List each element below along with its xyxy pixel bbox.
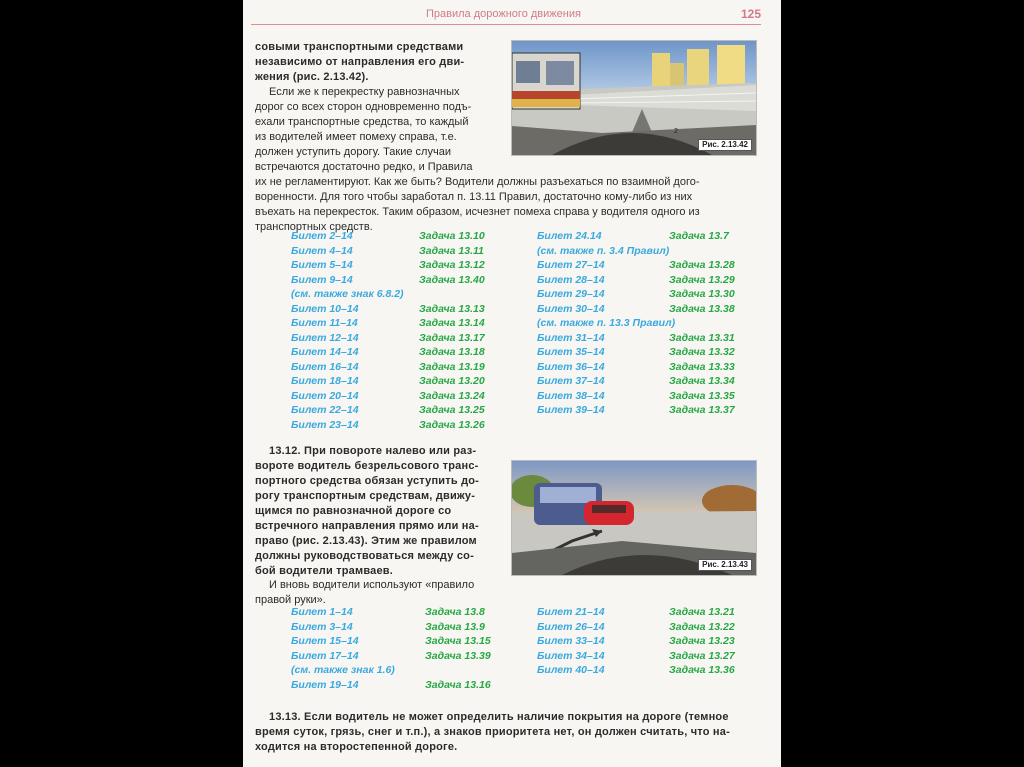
task-ref: Задача 13.40	[419, 273, 485, 286]
intro-narrow-text	[255, 85, 700, 190]
task-ref: Задача 13.16	[425, 678, 491, 691]
text-line: транспортных средств.	[255, 221, 373, 233]
text-line: совыми транспортными средствами	[255, 41, 464, 53]
ticket-ref: Билет 3–14	[291, 620, 353, 633]
text-line: щимся по равнозначной дороге со	[255, 505, 452, 517]
task-ref: Задача 13.14	[419, 317, 485, 329]
reference-note: (см. также п. 13.3 Правил)	[537, 317, 676, 329]
ticket-ref: Билет 20–14	[291, 389, 359, 402]
ticket-ref: Билет 22–14	[291, 404, 359, 416]
ticket-ref: Билет 39–14	[537, 404, 605, 416]
task-ref: Задача 13.10	[419, 230, 485, 242]
ticket-ref: Билет 18–14	[291, 375, 359, 387]
fig2-caption: Рис. 2.13.43	[698, 559, 752, 571]
text-line: ходится на второстепенной дороге.	[255, 741, 458, 753]
task-ref: Задача 13.29	[669, 273, 735, 286]
ticket-ref: Билет 14–14	[291, 346, 359, 358]
ticket-ref: Билет 28–14	[537, 273, 605, 286]
text-line: Если же к перекрестку равнозначных	[269, 86, 460, 98]
task-ref: Задача 13.32	[669, 346, 735, 358]
text-line: встречного направления прямо или на-	[255, 520, 479, 532]
page-header	[251, 6, 761, 25]
ticket-ref: Билет 36–14	[537, 360, 605, 373]
text-line: дорог со всех сторон одновременно подъ-	[255, 101, 472, 113]
text-line: воренности. Для того чтобы заработал п. 13.11 Правил, достаточно кому-либо из них	[255, 191, 693, 203]
task-ref: Задача 13.31	[669, 331, 735, 344]
task-ref: Задача 13.39	[425, 649, 491, 662]
text-line: жения (рис. 2.13.42).	[255, 71, 369, 83]
task-ref: Задача 13.30	[669, 288, 735, 300]
fig1-caption: Рис. 2.13.42	[698, 139, 752, 151]
ticket-ref: Билет 40–14	[537, 664, 605, 676]
task-ref: Задача 13.11	[419, 244, 484, 257]
rule-13-12-text	[255, 444, 511, 579]
text-line: портного средства обязан уступить до-	[255, 475, 480, 487]
text-line: 13.13. Если водитель не может определить наличие покрытия на дороге (темное	[269, 711, 729, 723]
header-title: Правила дорожного движения	[426, 8, 581, 20]
task-ref: Задача 13.22	[669, 620, 735, 633]
text-line: встречаются достаточно редко, и Правила	[255, 161, 473, 173]
text-line: их не регламентируют. Как же быть? Водители должны разъехаться по взаимной дого-	[255, 176, 700, 188]
ticket-ref: Билет 30–14	[537, 302, 605, 315]
text-line: рогу транспортным средствам, движу-	[255, 490, 476, 502]
task-ref: Задача 13.9	[425, 620, 485, 633]
ticket-ref: Билет 34–14	[537, 649, 605, 662]
intersection-tram-illustration	[512, 41, 756, 155]
task-ref: Задача 13.21	[669, 606, 735, 618]
text-line: вороте водитель безрельсового транс-	[255, 460, 479, 472]
task-ref: Задача 13.17	[419, 331, 485, 344]
text-line: время суток, грязь, снег и т.п.), а знаков приоритета нет, он должен считать, что на-	[255, 726, 730, 738]
ticket-ref: Билет 16–14	[291, 360, 359, 373]
text-line: право (рис. 2.13.43). Этим же правилом	[255, 535, 477, 547]
task-ref: Задача 13.18	[419, 346, 485, 358]
ticket-ref: Билет 38–14	[537, 389, 605, 402]
task-ref: Задача 13.28	[669, 259, 735, 271]
ticket-ref: Билет 33–14	[537, 635, 605, 647]
task-ref: Задача 13.36	[669, 664, 735, 676]
task-ref: Задача 13.12	[419, 259, 485, 271]
text-line: должны руководствоваться между со-	[255, 550, 474, 562]
ticket-ref: Билет 31–14	[537, 331, 605, 344]
ticket-ref: Билет 23–14	[291, 418, 359, 431]
task-ref: Задача 13.25	[419, 404, 485, 416]
ticket-ref: Билет 17–14	[291, 649, 359, 662]
ticket-ref: Билет 5–14	[291, 259, 353, 271]
reference-note: (см. также знак 6.8.2)	[291, 288, 404, 300]
ticket-ref: Билет 37–14	[537, 375, 605, 387]
ticket-ref: Билет 19–14	[291, 678, 359, 691]
text-line: въехать на перекресток. Таким образом, исчезнет помеха справа у водителя одного из	[255, 206, 700, 218]
ticket-ref: Билет 21–14	[537, 606, 605, 618]
ticket-ref: Билет 10–14	[291, 302, 359, 315]
text-line: 13.12. При повороте налево или раз-	[269, 445, 477, 457]
rule-13-12-note	[255, 578, 511, 608]
ticket-ref: Билет 15–14	[291, 635, 359, 647]
ticket-ref: Билет 9–14	[291, 273, 353, 286]
fig1-arrow-number: 2	[674, 128, 678, 135]
ticket-ref: Билет 29–14	[537, 288, 605, 300]
rule-13-13-text	[255, 710, 755, 755]
task-ref: Задача 13.35	[669, 389, 735, 402]
task-ref: Задача 13.15	[425, 635, 491, 647]
ticket-ref: Билет 35–14	[537, 346, 605, 358]
task-ref: Задача 13.8	[425, 606, 485, 618]
task-ref: Задача 13.23	[669, 635, 735, 647]
task-ref: Задача 13.27	[669, 649, 735, 662]
book-page	[243, 0, 781, 767]
task-ref: Задача 13.13	[419, 302, 485, 315]
task-ref: Задача 13.33	[669, 360, 735, 373]
text-line: бой водители трамваев.	[255, 565, 394, 577]
reference-note: (см. также п. 3.4 Правил)	[537, 244, 670, 257]
reference-note: (см. также знак 1.6)	[291, 664, 395, 676]
text-line: из водителей имеет помеху справа, т.е.	[255, 131, 457, 143]
ticket-ref: Билет 24.14	[537, 230, 602, 242]
text-line: правой руки».	[255, 594, 326, 606]
text-line: ехали транспортные средства, то каждый	[255, 116, 469, 128]
task-ref: Задача 13.34	[669, 375, 735, 387]
task-ref: Задача 13.26	[419, 418, 485, 431]
ticket-ref: Билет 1–14	[291, 606, 353, 618]
left-turn-illustration	[512, 461, 756, 575]
task-ref: Задача 13.19	[419, 360, 485, 373]
ticket-ref: Билет 11–14	[291, 317, 358, 329]
task-ref: Задача 13.37	[669, 404, 735, 416]
text-line: должен уступить дорогу. Такие случаи	[255, 146, 451, 158]
figure-2-13-42	[511, 40, 757, 156]
ticket-ref: Билет 4–14	[291, 244, 353, 257]
task-ref: Задача 13.24	[419, 389, 485, 402]
page-number: 125	[740, 7, 761, 21]
text-line: независимо от направления его дви-	[255, 56, 465, 68]
ticket-ref: Билет 27–14	[537, 259, 605, 271]
ticket-ref: Билет 26–14	[537, 620, 605, 633]
task-ref: Задача 13.7	[669, 230, 729, 242]
intro-bold-text	[255, 40, 507, 85]
task-ref: Задача 13.38	[669, 302, 735, 315]
text-line: И вновь водители используют «правило	[269, 579, 475, 591]
ticket-ref: Билет 2–14	[291, 230, 353, 242]
figure-2-13-43	[511, 460, 757, 576]
ticket-ref: Билет 12–14	[291, 331, 359, 344]
task-ref: Задача 13.20	[419, 375, 485, 387]
